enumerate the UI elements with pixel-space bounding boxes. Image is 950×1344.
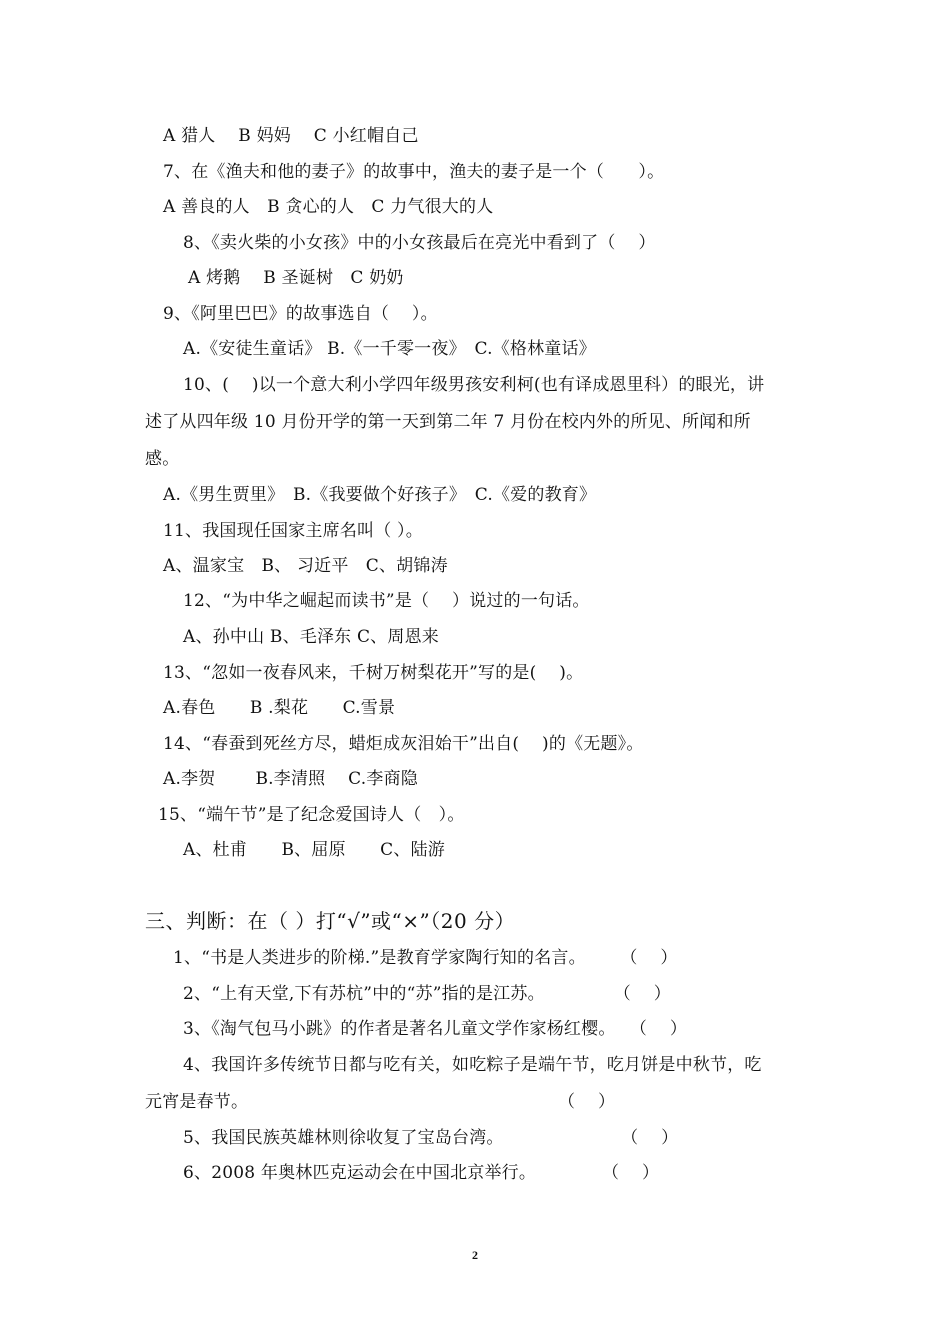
q8-options: A 烤鹅 B 圣诞树 C 奶奶	[188, 268, 404, 288]
q9-options: A.《安徒生童话》 B.《一千零一夜》 C.《格林童话》	[183, 339, 596, 359]
q7-question: 7、在《渔夫和他的妻子》的故事中，渔夫的妻子是一个（ ）。	[163, 162, 665, 182]
section-three-heading: 三、判断：在（ ）打“√”或“×”（20 分）	[145, 909, 516, 933]
page-number: 2	[472, 1248, 478, 1262]
q8-question: 8、《卖火柴的小女孩》中的小女孩最后在亮光中看到了（ ）	[183, 233, 656, 253]
q11-question: 11、我国现任国家主席名叫（ ）。	[163, 521, 423, 541]
judgment-4-line-2: 元宵是春节。 （ ）	[145, 1092, 616, 1112]
judgment-2: 2、“上有天堂,下有苏杭”中的“苏”指的是江苏。 （ ）	[183, 984, 671, 1004]
q11-options: A、温家宝 B、 习近平 C、胡锦涛	[163, 556, 448, 576]
judgment-6: 6、2008 年奥林匹克运动会在中国北京举行。 （ ）	[183, 1163, 660, 1183]
q10-question-line-1: 10、( )以一个意大利小学四年级男孩安利柯(也有译成恩里科）的眼光，讲	[183, 375, 765, 395]
q7-options: A 善良的人 B 贪心的人 C 力气很大的人	[163, 197, 494, 217]
q9-question: 9、《阿里巴巴》的故事选自（ ）。	[163, 304, 438, 324]
q10-question-line-2: 述了从四年级 10 月份开学的第一天到第二年 7 月份在校内外的所见、所闻和所	[145, 412, 751, 432]
q14-question: 14、“春蚕到死丝方尽，蜡炬成灰泪始干”出自( )的《无题》。	[163, 734, 644, 754]
q12-options: A、孙中山 B、毛泽东 C、周恩来	[183, 627, 439, 647]
q6-options: A 猎人 B 妈妈 C 小红帽自己	[163, 126, 419, 146]
q12-question: 12、“为中华之崛起而读书”是（ ）说过的一句话。	[183, 591, 590, 611]
judgment-4-line-1: 4、我国许多传统节日都与吃有关，如吃粽子是端午节，吃月饼是中秋节，吃	[183, 1055, 762, 1075]
q15-question: 15、“端午节”是了纪念爱国诗人（ ）。	[158, 805, 465, 825]
q10-options: A.《男生贾里》 B.《我要做个好孩子》 C.《爱的教育》	[163, 485, 597, 505]
q13-options: A.春色 B .梨花 C.雪景	[163, 698, 396, 718]
judgment-1: 1、“书是人类进步的阶梯.”是教育学家陶行知的名言。 （ ）	[173, 948, 678, 968]
q10-question-line-3: 感。	[145, 449, 180, 469]
q15-options: A、杜甫 B、屈原 C、陆游	[183, 840, 445, 860]
q14-options: A.李贺 B.李清照 C.李商隐	[163, 769, 418, 789]
q13-question: 13、“忽如一夜春风来，千树万树梨花开”写的是( )。	[163, 663, 584, 683]
judgment-3: 3、《淘气包马小跳》的作者是著名儿童文学作家杨红樱。 （ ）	[183, 1019, 688, 1039]
judgment-5: 5、我国民族英雄林则徐收复了宝岛台湾。 （ ）	[183, 1128, 679, 1148]
